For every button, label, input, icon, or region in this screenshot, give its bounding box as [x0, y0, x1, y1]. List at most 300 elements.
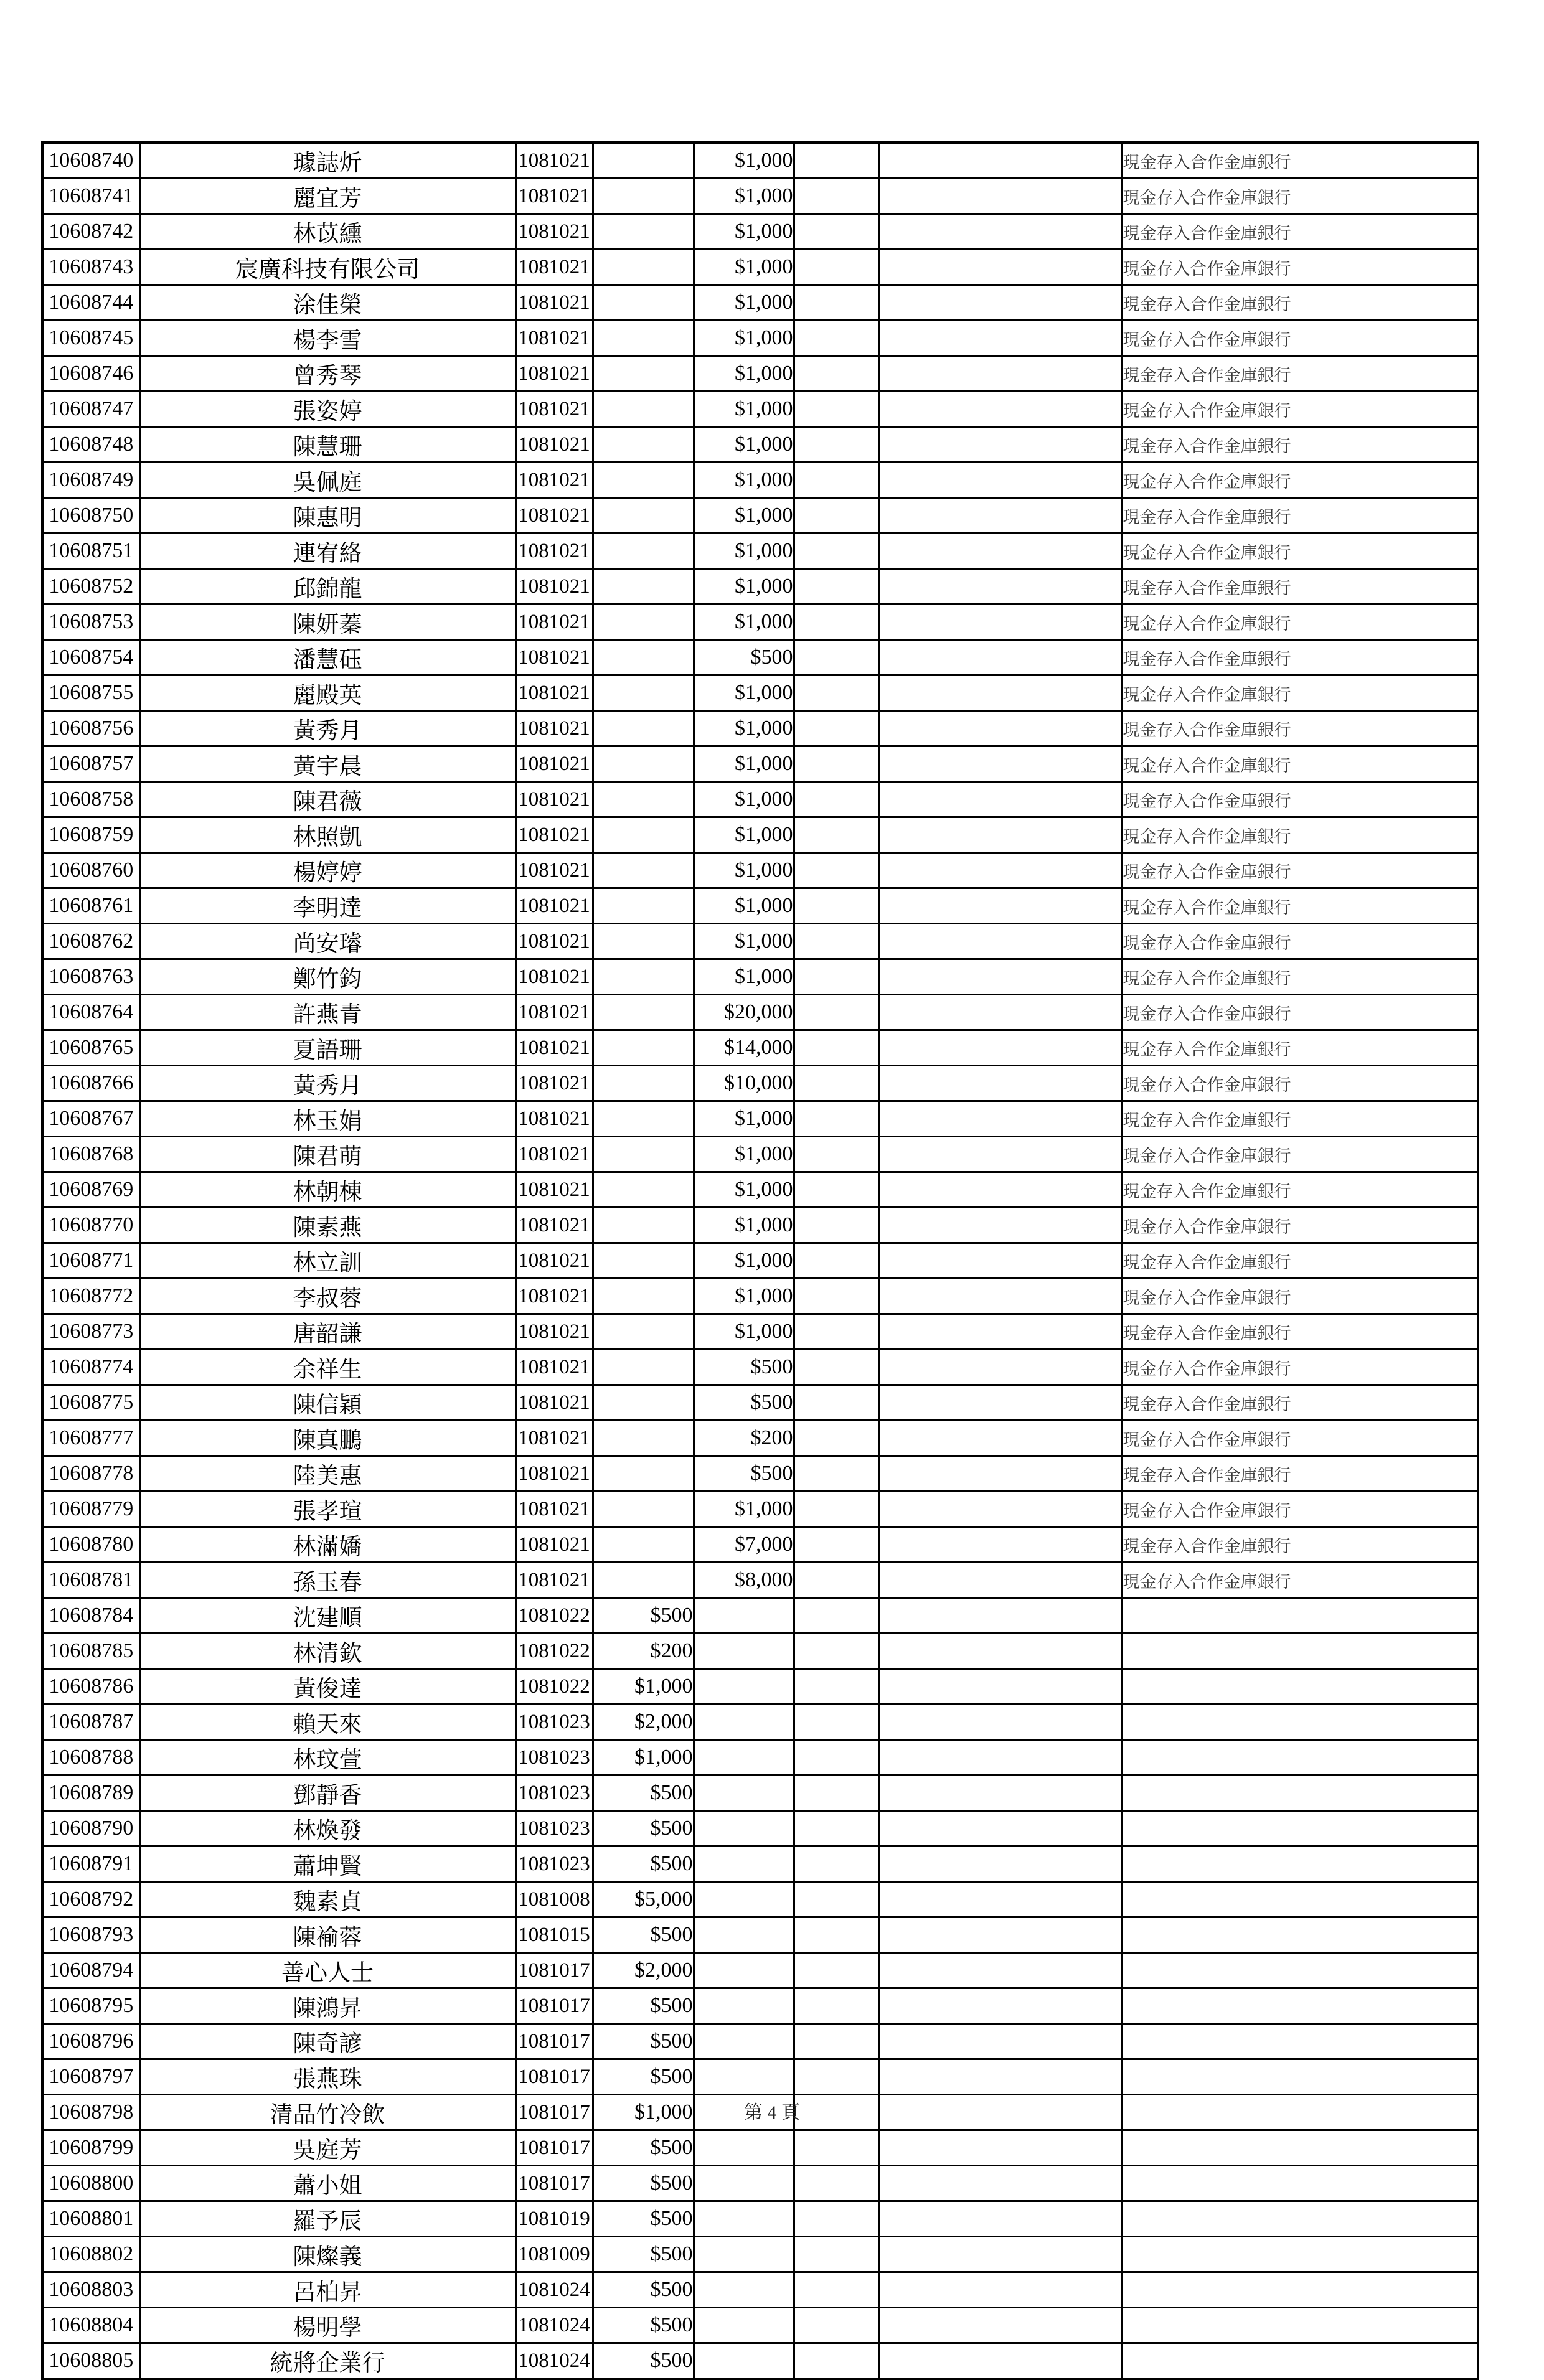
- amount-cash-cell: [593, 888, 694, 924]
- date-cell: 1081024: [515, 2308, 593, 2343]
- remark-cell: [1122, 1811, 1478, 1846]
- empty-cell: [794, 321, 879, 356]
- remark-cell: 現金存入合作金庫銀行: [1122, 782, 1478, 817]
- empty-cell: [794, 924, 879, 959]
- table-row: [42, 675, 1478, 711]
- amount-deposit-cell: [694, 2024, 794, 2059]
- date-cell: 1081017: [515, 2024, 593, 2059]
- table-row: [42, 711, 1478, 746]
- remark-cell: [1122, 2272, 1478, 2308]
- empty-cell: [879, 569, 1122, 604]
- empty-cell: [879, 1811, 1122, 1846]
- table-row: [42, 1846, 1478, 1882]
- date-cell: 1081021: [515, 427, 593, 463]
- amount-cash-cell: [593, 1172, 694, 1208]
- date-cell: 1081021: [515, 1527, 593, 1563]
- empty-cell: [879, 604, 1122, 640]
- amount-cash-cell: $5,000: [593, 1882, 694, 1917]
- empty-cell: [879, 782, 1122, 817]
- table-row: [42, 1456, 1478, 1492]
- empty-cell: [794, 2237, 879, 2272]
- receipt-number-cell: 10608804: [42, 2308, 139, 2343]
- receipt-number-cell: 10608780: [42, 1527, 139, 1563]
- date-cell: 1081021: [515, 995, 593, 1030]
- empty-cell: [879, 1634, 1122, 1669]
- amount-cash-cell: [593, 853, 694, 888]
- table-row: [42, 1527, 1478, 1563]
- empty-cell: [879, 1776, 1122, 1811]
- date-cell: 1081024: [515, 2343, 593, 2379]
- remark-cell: 現金存入合作金庫銀行: [1122, 1385, 1478, 1421]
- table-row: [42, 427, 1478, 463]
- empty-cell: [794, 1172, 879, 1208]
- amount-deposit-cell: [694, 1953, 794, 1988]
- table-row: [42, 640, 1478, 675]
- receipt-number-cell: 10608765: [42, 1030, 139, 1066]
- date-cell: 1081021: [515, 1563, 593, 1598]
- remark-cell: 現金存入合作金庫銀行: [1122, 143, 1478, 179]
- donor-name-cell: 孫玉春: [139, 1563, 515, 1598]
- remark-cell: [1122, 2130, 1478, 2166]
- amount-cash-cell: $1,000: [593, 1740, 694, 1776]
- date-cell: 1081021: [515, 853, 593, 888]
- empty-cell: [794, 1740, 879, 1776]
- table-row: [42, 1243, 1478, 1279]
- amount-deposit-cell: $8,000: [694, 1563, 794, 1598]
- remark-cell: 現金存入合作金庫銀行: [1122, 463, 1478, 498]
- empty-cell: [794, 2024, 879, 2059]
- remark-cell: [1122, 1953, 1478, 1988]
- remark-cell: 現金存入合作金庫銀行: [1122, 1066, 1478, 1101]
- donor-name-cell: 麗殿英: [139, 675, 515, 711]
- empty-cell: [879, 179, 1122, 214]
- empty-cell: [794, 888, 879, 924]
- empty-cell: [794, 392, 879, 427]
- amount-cash-cell: [593, 1208, 694, 1243]
- donor-name-cell: 林立訓: [139, 1243, 515, 1279]
- date-cell: 1081009: [515, 2237, 593, 2272]
- donor-name-cell: 陳素燕: [139, 1208, 515, 1243]
- table-row: [42, 1988, 1478, 2024]
- remark-cell: 現金存入合作金庫銀行: [1122, 498, 1478, 534]
- donor-name-cell: 蕭坤賢: [139, 1846, 515, 1882]
- donor-name-cell: 陳妍蓁: [139, 604, 515, 640]
- donor-name-cell: 黃秀月: [139, 1066, 515, 1101]
- remark-cell: 現金存入合作金庫銀行: [1122, 675, 1478, 711]
- donor-name-cell: 尚安璿: [139, 924, 515, 959]
- date-cell: 1081021: [515, 1101, 593, 1137]
- amount-deposit-cell: $1,000: [694, 817, 794, 853]
- table-row: [42, 1066, 1478, 1101]
- empty-cell: [794, 356, 879, 392]
- page-number-footer: 第 4 頁: [744, 2102, 800, 2123]
- amount-cash-cell: [593, 640, 694, 675]
- empty-cell: [879, 1669, 1122, 1705]
- table-row: [42, 1917, 1478, 1953]
- empty-cell: [879, 1066, 1122, 1101]
- empty-cell: [879, 2308, 1122, 2343]
- amount-cash-cell: [593, 321, 694, 356]
- empty-cell: [879, 1456, 1122, 1492]
- remark-cell: [1122, 2024, 1478, 2059]
- empty-cell: [794, 1314, 879, 1350]
- donor-name-cell: 陳燦義: [139, 2237, 515, 2272]
- remark-cell: [1122, 1882, 1478, 1917]
- date-cell: 1081019: [515, 2201, 593, 2237]
- date-cell: 1081021: [515, 1030, 593, 1066]
- remark-cell: [1122, 1669, 1478, 1705]
- amount-cash-cell: $500: [593, 1811, 694, 1846]
- date-cell: 1081021: [515, 1243, 593, 1279]
- amount-deposit-cell: [694, 1882, 794, 1917]
- remark-cell: 現金存入合作金庫銀行: [1122, 888, 1478, 924]
- remark-cell: 現金存入合作金庫銀行: [1122, 1030, 1478, 1066]
- receipt-number-cell: 10608747: [42, 392, 139, 427]
- table-row: [42, 2024, 1478, 2059]
- amount-deposit-cell: $1,000: [694, 569, 794, 604]
- table-row: [42, 1953, 1478, 1988]
- date-cell: 1081021: [515, 250, 593, 285]
- remark-cell: [1122, 1705, 1478, 1740]
- date-cell: 1081021: [515, 534, 593, 569]
- receipt-number-cell: 10608756: [42, 711, 139, 746]
- empty-cell: [794, 1421, 879, 1456]
- remark-cell: [1122, 1740, 1478, 1776]
- receipt-number-cell: 10608754: [42, 640, 139, 675]
- remark-cell: 現金存入合作金庫銀行: [1122, 427, 1478, 463]
- donor-name-cell: 陳信穎: [139, 1385, 515, 1421]
- table-row: [42, 2059, 1478, 2095]
- amount-deposit-cell: $1,000: [694, 746, 794, 782]
- donor-name-cell: 張孝瑄: [139, 1492, 515, 1527]
- date-cell: 1081023: [515, 1811, 593, 1846]
- empty-cell: [879, 534, 1122, 569]
- remark-cell: 現金存入合作金庫銀行: [1122, 817, 1478, 853]
- donor-name-cell: 林玉娟: [139, 1101, 515, 1137]
- donor-name-cell: 涂佳榮: [139, 285, 515, 321]
- remark-cell: 現金存入合作金庫銀行: [1122, 959, 1478, 995]
- date-cell: 1081021: [515, 924, 593, 959]
- empty-cell: [794, 675, 879, 711]
- remark-cell: 現金存入合作金庫銀行: [1122, 640, 1478, 675]
- remark-cell: 現金存入合作金庫銀行: [1122, 285, 1478, 321]
- date-cell: 1081021: [515, 214, 593, 250]
- amount-cash-cell: [593, 179, 694, 214]
- empty-cell: [794, 1243, 879, 1279]
- table-row: [42, 1101, 1478, 1137]
- amount-deposit-cell: $1,000: [694, 214, 794, 250]
- empty-cell: [879, 1137, 1122, 1172]
- donor-name-cell: 陳褕蓉: [139, 1917, 515, 1953]
- empty-cell: [879, 1882, 1122, 1917]
- amount-cash-cell: $200: [593, 1634, 694, 1669]
- receipt-number-cell: 10608781: [42, 1563, 139, 1598]
- empty-cell: [794, 1917, 879, 1953]
- table-row: [42, 1137, 1478, 1172]
- date-cell: 1081021: [515, 1066, 593, 1101]
- empty-cell: [794, 2308, 879, 2343]
- amount-deposit-cell: $200: [694, 1421, 794, 1456]
- donor-name-cell: 唐韶謙: [139, 1314, 515, 1350]
- remark-cell: [1122, 1776, 1478, 1811]
- table-row: [42, 853, 1478, 888]
- amount-cash-cell: $500: [593, 2237, 694, 2272]
- receipt-number-cell: 10608801: [42, 2201, 139, 2237]
- receipt-number-cell: 10608749: [42, 463, 139, 498]
- donor-name-cell: 鄧靜香: [139, 1776, 515, 1811]
- remark-cell: 現金存入合作金庫銀行: [1122, 321, 1478, 356]
- amount-cash-cell: [593, 1385, 694, 1421]
- amount-cash-cell: $500: [593, 2024, 694, 2059]
- remark-cell: 現金存入合作金庫銀行: [1122, 924, 1478, 959]
- receipt-number-cell: 10608755: [42, 675, 139, 711]
- receipt-number-cell: 10608741: [42, 179, 139, 214]
- amount-cash-cell: [593, 534, 694, 569]
- empty-cell: [794, 604, 879, 640]
- date-cell: 1081021: [515, 285, 593, 321]
- amount-cash-cell: $500: [593, 2130, 694, 2166]
- donor-name-cell: 羅予辰: [139, 2201, 515, 2237]
- table-row: [42, 746, 1478, 782]
- date-cell: 1081017: [515, 2166, 593, 2201]
- receipt-number-cell: 10608773: [42, 1314, 139, 1350]
- table-row: [42, 1882, 1478, 1917]
- donor-name-cell: 楊明學: [139, 2308, 515, 2343]
- donor-name-cell: 善心人士: [139, 1953, 515, 1988]
- empty-cell: [794, 2059, 879, 2095]
- empty-cell: [879, 2024, 1122, 2059]
- remark-cell: [1122, 1598, 1478, 1634]
- empty-cell: [794, 746, 879, 782]
- table-row: [42, 888, 1478, 924]
- remark-cell: [1122, 1917, 1478, 1953]
- empty-cell: [794, 1279, 879, 1314]
- receipt-number-cell: 10608792: [42, 1882, 139, 1917]
- receipt-number-cell: 10608748: [42, 427, 139, 463]
- empty-cell: [794, 214, 879, 250]
- donor-name-cell: 余祥生: [139, 1350, 515, 1385]
- remark-cell: 現金存入合作金庫銀行: [1122, 1172, 1478, 1208]
- date-cell: 1081017: [515, 1953, 593, 1988]
- empty-cell: [879, 746, 1122, 782]
- empty-cell: [879, 463, 1122, 498]
- amount-cash-cell: $2,000: [593, 1705, 694, 1740]
- receipt-number-cell: 10608788: [42, 1740, 139, 1776]
- amount-deposit-cell: $1,000: [694, 604, 794, 640]
- amount-deposit-cell: [694, 2059, 794, 2095]
- donor-name-cell: 陳君萌: [139, 1137, 515, 1172]
- empty-cell: [879, 675, 1122, 711]
- receipt-number-cell: 10608779: [42, 1492, 139, 1527]
- table-row: [42, 1669, 1478, 1705]
- donor-name-cell: 統將企業行: [139, 2343, 515, 2379]
- receipt-number-cell: 10608769: [42, 1172, 139, 1208]
- empty-cell: [879, 817, 1122, 853]
- remark-cell: 現金存入合作金庫銀行: [1122, 746, 1478, 782]
- table-row: [42, 179, 1478, 214]
- table-row: [42, 604, 1478, 640]
- amount-deposit-cell: $1,000: [694, 782, 794, 817]
- donor-name-cell: 林朝棟: [139, 1172, 515, 1208]
- remark-cell: 現金存入合作金庫銀行: [1122, 1350, 1478, 1385]
- table-row: [42, 214, 1478, 250]
- amount-deposit-cell: [694, 1634, 794, 1669]
- amount-deposit-cell: $500: [694, 1350, 794, 1385]
- amount-deposit-cell: $1,000: [694, 924, 794, 959]
- empty-cell: [879, 392, 1122, 427]
- empty-cell: [879, 214, 1122, 250]
- amount-deposit-cell: $1,000: [694, 1208, 794, 1243]
- donor-name-cell: 黃秀月: [139, 711, 515, 746]
- amount-deposit-cell: [694, 1811, 794, 1846]
- table-row: [42, 959, 1478, 995]
- amount-deposit-cell: [694, 1598, 794, 1634]
- table-row: [42, 569, 1478, 604]
- empty-cell: [794, 285, 879, 321]
- receipt-number-cell: 10608777: [42, 1421, 139, 1456]
- remark-cell: 現金存入合作金庫銀行: [1122, 1563, 1478, 1598]
- donor-name-cell: 張燕珠: [139, 2059, 515, 2095]
- empty-cell: [879, 924, 1122, 959]
- empty-cell: [794, 143, 879, 179]
- empty-cell: [794, 1350, 879, 1385]
- remark-cell: [1122, 2237, 1478, 2272]
- date-cell: 1081024: [515, 2272, 593, 2308]
- empty-cell: [879, 1988, 1122, 2024]
- remark-cell: 現金存入合作金庫銀行: [1122, 1492, 1478, 1527]
- empty-cell: [794, 1634, 879, 1669]
- date-cell: 1081021: [515, 498, 593, 534]
- receipt-number-cell: 10608799: [42, 2130, 139, 2166]
- amount-cash-cell: $500: [593, 1846, 694, 1882]
- empty-cell: [794, 1101, 879, 1137]
- amount-cash-cell: $500: [593, 2343, 694, 2379]
- amount-deposit-cell: $10,000: [694, 1066, 794, 1101]
- empty-cell: [879, 1598, 1122, 1634]
- donor-name-cell: 連宥絡: [139, 534, 515, 569]
- amount-cash-cell: [593, 711, 694, 746]
- date-cell: 1081021: [515, 817, 593, 853]
- donor-name-cell: 清品竹冷飲: [139, 2095, 515, 2130]
- receipt-number-cell: 10608742: [42, 214, 139, 250]
- amount-deposit-cell: $1,000: [694, 1243, 794, 1279]
- remark-cell: 現金存入合作金庫銀行: [1122, 534, 1478, 569]
- receipt-number-cell: 10608759: [42, 817, 139, 853]
- table-row: [42, 1350, 1478, 1385]
- amount-deposit-cell: [694, 2272, 794, 2308]
- table-row: [42, 1421, 1478, 1456]
- empty-cell: [879, 2272, 1122, 2308]
- receipt-number-cell: 10608753: [42, 604, 139, 640]
- amount-cash-cell: $500: [593, 2272, 694, 2308]
- empty-cell: [879, 1279, 1122, 1314]
- receipt-number-cell: 10608752: [42, 569, 139, 604]
- receipt-number-cell: 10608762: [42, 924, 139, 959]
- donor-name-cell: 夏語珊: [139, 1030, 515, 1066]
- amount-cash-cell: $500: [593, 2059, 694, 2095]
- table-row: [42, 1279, 1478, 1314]
- amount-cash-cell: [593, 604, 694, 640]
- remark-cell: 現金存入合作金庫銀行: [1122, 1456, 1478, 1492]
- empty-cell: [879, 2343, 1122, 2379]
- empty-cell: [794, 2166, 879, 2201]
- receipt-number-cell: 10608764: [42, 995, 139, 1030]
- empty-cell: [794, 498, 879, 534]
- donor-name-cell: 林苡纁: [139, 214, 515, 250]
- amount-deposit-cell: $1,000: [694, 392, 794, 427]
- empty-cell: [879, 995, 1122, 1030]
- donor-name-cell: 璩誌炘: [139, 143, 515, 179]
- amount-deposit-cell: [694, 2201, 794, 2237]
- receipt-number-cell: 10608746: [42, 356, 139, 392]
- empty-cell: [879, 1527, 1122, 1563]
- empty-cell: [879, 356, 1122, 392]
- table-row: [42, 2343, 1478, 2379]
- empty-cell: [879, 250, 1122, 285]
- amount-deposit-cell: $14,000: [694, 1030, 794, 1066]
- amount-deposit-cell: $1,000: [694, 321, 794, 356]
- amount-deposit-cell: $1,000: [694, 1314, 794, 1350]
- donor-name-cell: 麗宜芳: [139, 179, 515, 214]
- amount-deposit-cell: [694, 1917, 794, 1953]
- amount-deposit-cell: $500: [694, 1385, 794, 1421]
- empty-cell: [879, 2059, 1122, 2095]
- donation-record-table: [41, 141, 1479, 2380]
- table-row: [42, 1030, 1478, 1066]
- donor-name-cell: 李叔蓉: [139, 1279, 515, 1314]
- empty-cell: [879, 1917, 1122, 1953]
- amount-cash-cell: $1,000: [593, 2095, 694, 2130]
- amount-deposit-cell: $1,000: [694, 853, 794, 888]
- date-cell: 1081021: [515, 1208, 593, 1243]
- table-row: [42, 1740, 1478, 1776]
- table-row: [42, 782, 1478, 817]
- amount-cash-cell: $500: [593, 2201, 694, 2237]
- receipt-number-cell: 10608744: [42, 285, 139, 321]
- empty-cell: [879, 853, 1122, 888]
- amount-cash-cell: [593, 356, 694, 392]
- empty-cell: [879, 711, 1122, 746]
- table-row: [42, 2237, 1478, 2272]
- empty-cell: [879, 498, 1122, 534]
- donor-name-cell: 林照凱: [139, 817, 515, 853]
- amount-cash-cell: $500: [593, 2166, 694, 2201]
- amount-cash-cell: [593, 1456, 694, 1492]
- amount-cash-cell: [593, 1421, 694, 1456]
- table-row: [42, 250, 1478, 285]
- empty-cell: [879, 1421, 1122, 1456]
- empty-cell: [794, 179, 879, 214]
- amount-cash-cell: [593, 959, 694, 995]
- empty-cell: [794, 1705, 879, 1740]
- date-cell: 1081021: [515, 746, 593, 782]
- empty-cell: [879, 427, 1122, 463]
- empty-cell: [794, 1669, 879, 1705]
- remark-cell: [1122, 2308, 1478, 2343]
- amount-cash-cell: [593, 463, 694, 498]
- donation-table-body: [42, 143, 1478, 2379]
- date-cell: 1081023: [515, 1846, 593, 1882]
- remark-cell: 現金存入合作金庫銀行: [1122, 853, 1478, 888]
- empty-cell: [879, 1705, 1122, 1740]
- date-cell: 1081021: [515, 1385, 593, 1421]
- amount-cash-cell: $500: [593, 1917, 694, 1953]
- amount-cash-cell: [593, 427, 694, 463]
- receipt-number-cell: 10608793: [42, 1917, 139, 1953]
- remark-cell: [1122, 1634, 1478, 1669]
- empty-cell: [794, 640, 879, 675]
- empty-cell: [794, 995, 879, 1030]
